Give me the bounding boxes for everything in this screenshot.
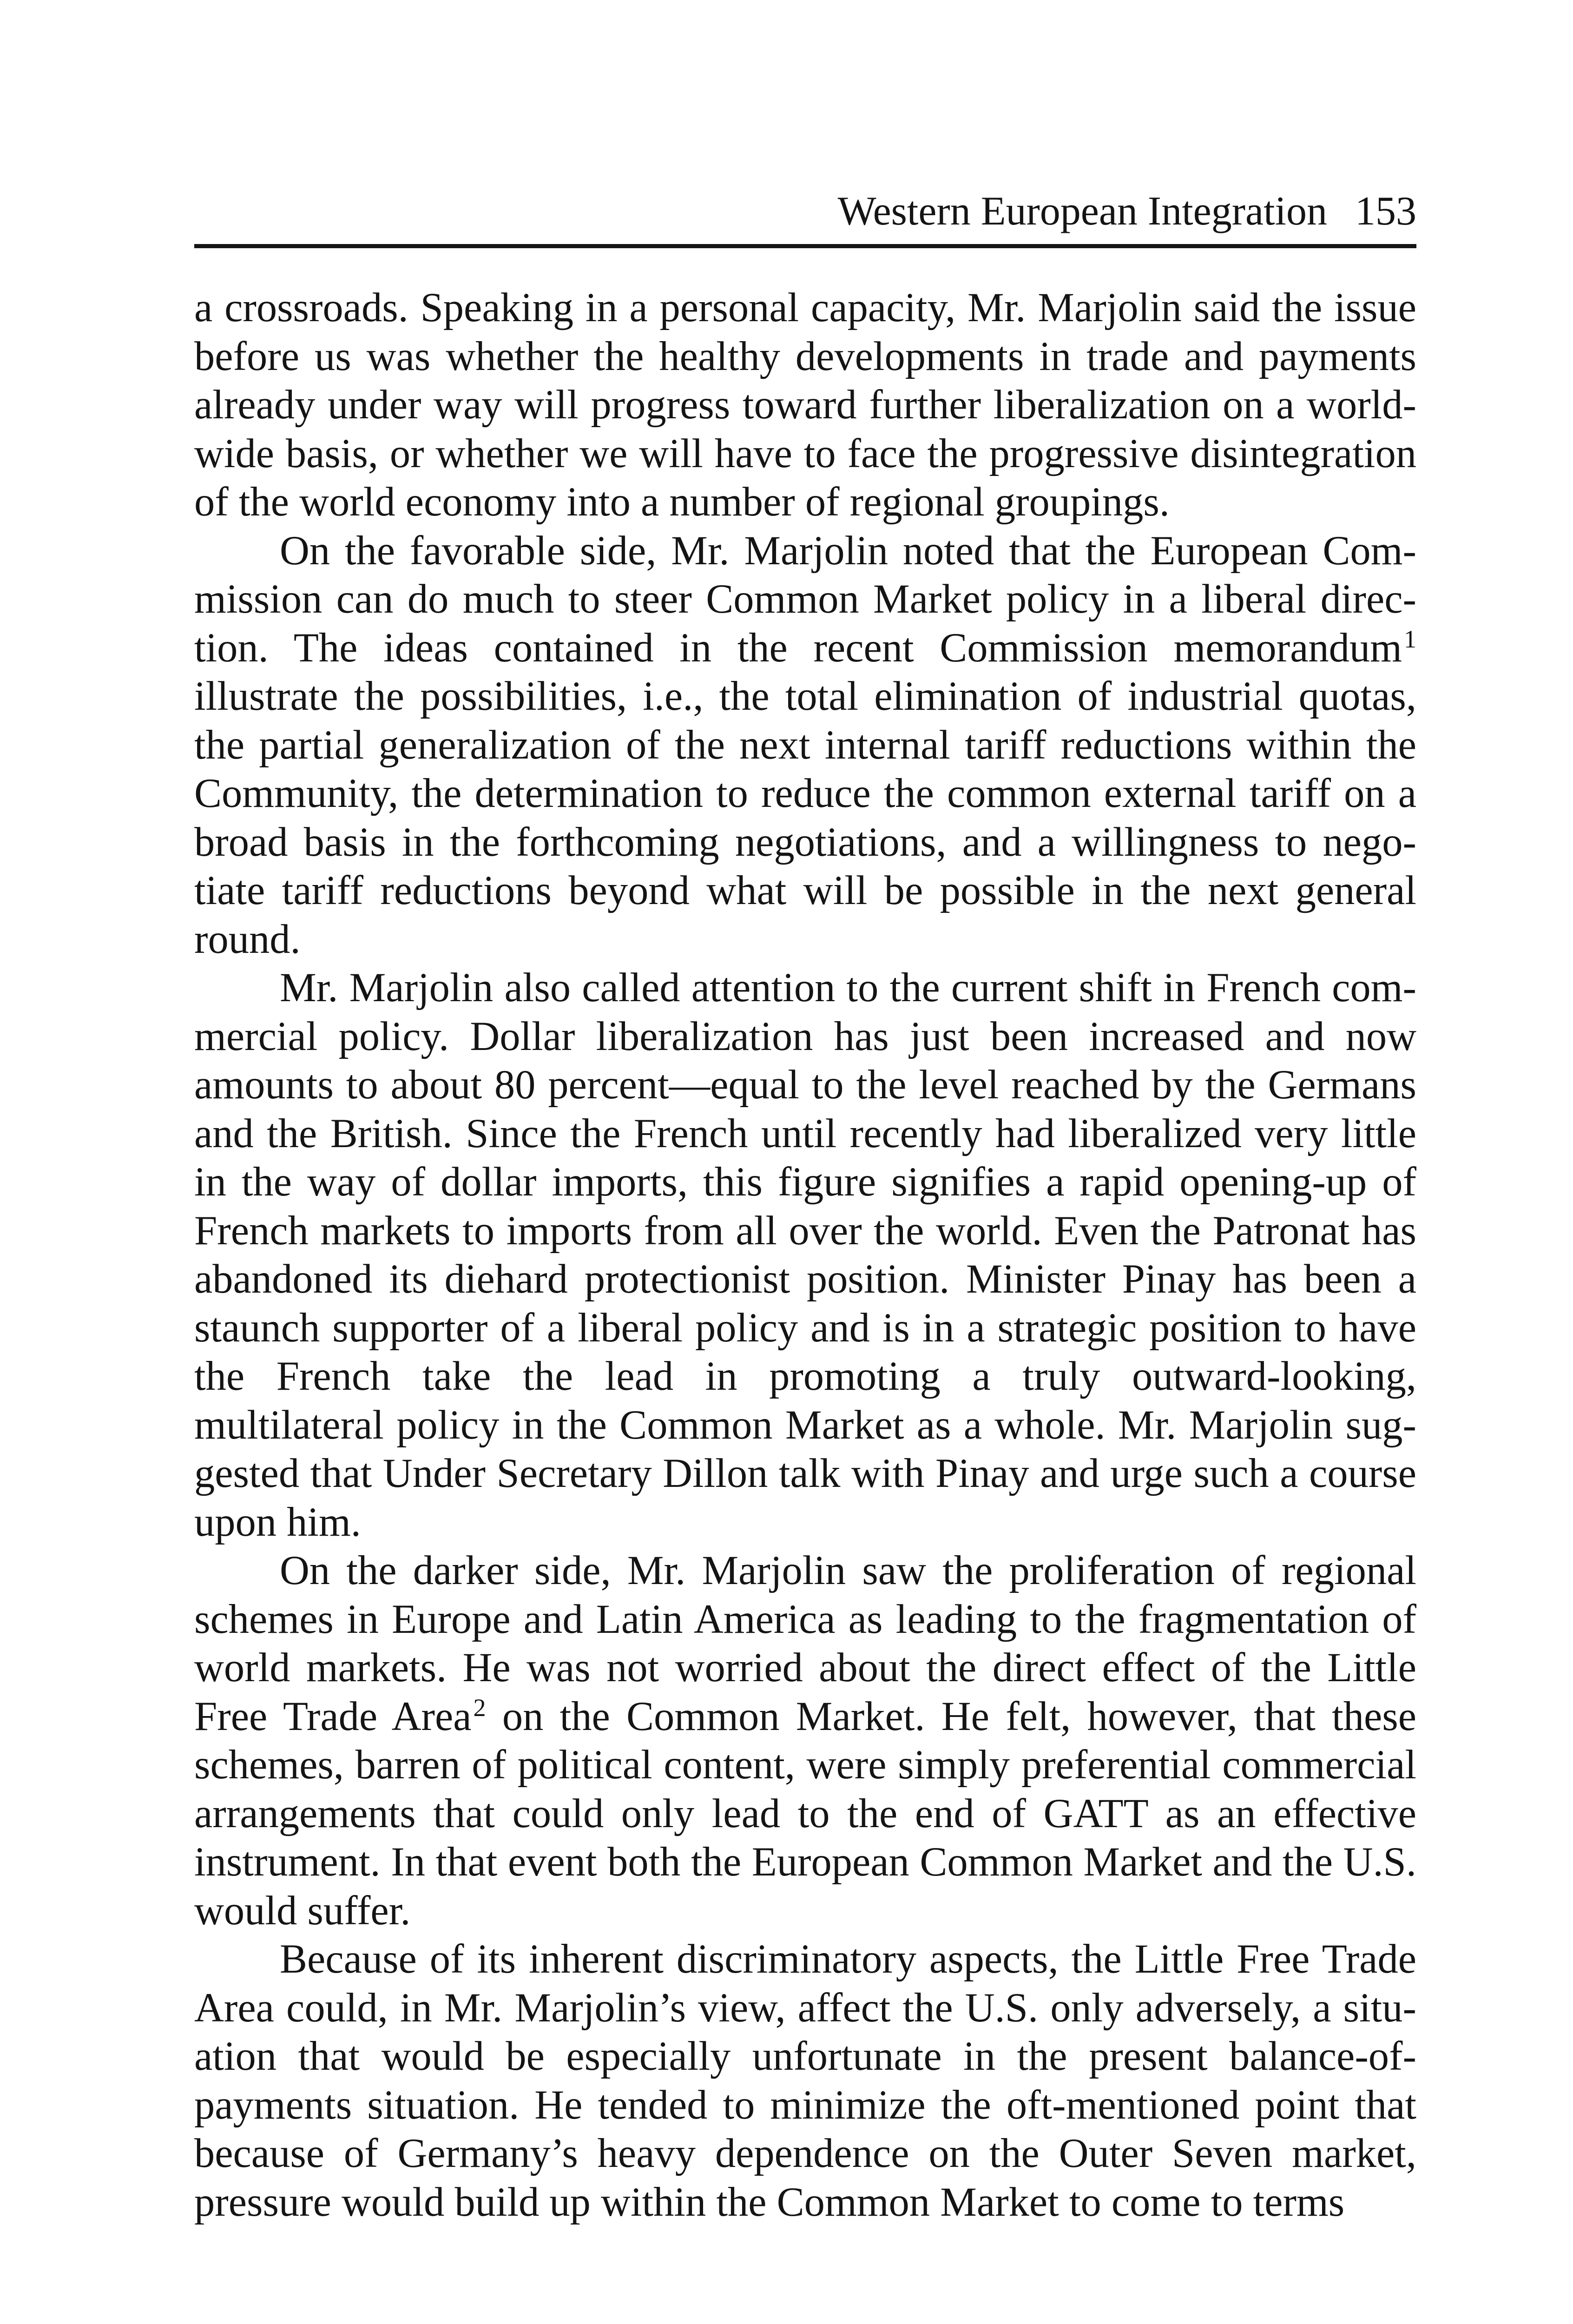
paragraph — [194, 1546, 1416, 1935]
paragraph — [194, 527, 1416, 964]
body-text — [194, 284, 1416, 2226]
paragraph-text: On the favorable side, Mr. Marjolin noted that the European Commission can do much to steer Common Market policy in a liberal direction. The ideas contained in the recent Commission memorandum — [194, 528, 1416, 671]
paragraph-text: on the Common Market. He felt, however, that these schemes, barren of political content, were simply preferential commercial arrangements that could only lead to the end of GATT as an effective instrument. In that event both the European Common Market and the U.S. would suffer. — [194, 1693, 1416, 1934]
footnote-reference: 1 — [1404, 625, 1416, 653]
paragraph-text: illustrate the possibilities, i.e., the total elimination of industrial quotas, the partial generalization of the next internal tariff reductions within the Community, the determination to reduce the common external tariff on a broad basis in the forthcoming negotiations, and a willingness to negotiate tariff reductions beyond what will be possible in the next general round. — [194, 673, 1416, 962]
paragraph-text: On the darker side, Mr. Marjolin saw the proliferation of regional schemes in Europe and Latin America as leading to the fragmentation of world markets. He was not worried about the direct effect of the Little Free Trade Area — [194, 1548, 1416, 1739]
paragraph: a crossroads. Speaking in a personal capacity, Mr. Marjolin said the issue before us was whether the healthy developments in trade and payments already under way will progress toward further liberalization on a world-wide basis, or whether we will have to face the progressive disintegration of the world economy into a number of regional groupings. — [194, 285, 1416, 525]
footnote-reference: 2 — [473, 1693, 486, 1722]
paragraph: Mr. Marjolin also called attention to the current shift in French commercial policy. Dollar liberalization has just been increased and now amounts to about 80 percent—equal to the level reached by the Germans and the British. Since the French until recently had liberalized very little in the way of dollar imports, this figure signifies a rapid opening-up of French markets to imports from all over the world. Even the Patronat has abandoned its diehard protectionist position. Minister Pinay has been a staunch supporter of a liberal policy and is in a strategic position to have the French take the lead in promoting a truly outward-looking, multilateral policy in the Common Market as a whole. Mr. Marjolin suggested that Under Secretary Dillon talk with Pinay and urge such a course upon him. — [194, 965, 1416, 1545]
page-number: 153 — [1355, 189, 1416, 234]
running-head — [194, 186, 1416, 237]
paragraph: Because of its inherent discriminatory aspects, the Little Free Trade Area could, in Mr. Marjolin’s view, affect the U.S. only adversely, a situation that would be especially unfortunate in the present balance-of-payments situation. He tended to minimize the oft-mentioned point that because of Germany’s heavy dependence on the Outer Seven market, pressure would build up within the Common Market to come to terms — [194, 1936, 1416, 2225]
header-rule — [194, 244, 1416, 248]
running-head-title: Western European Integration — [837, 189, 1327, 234]
